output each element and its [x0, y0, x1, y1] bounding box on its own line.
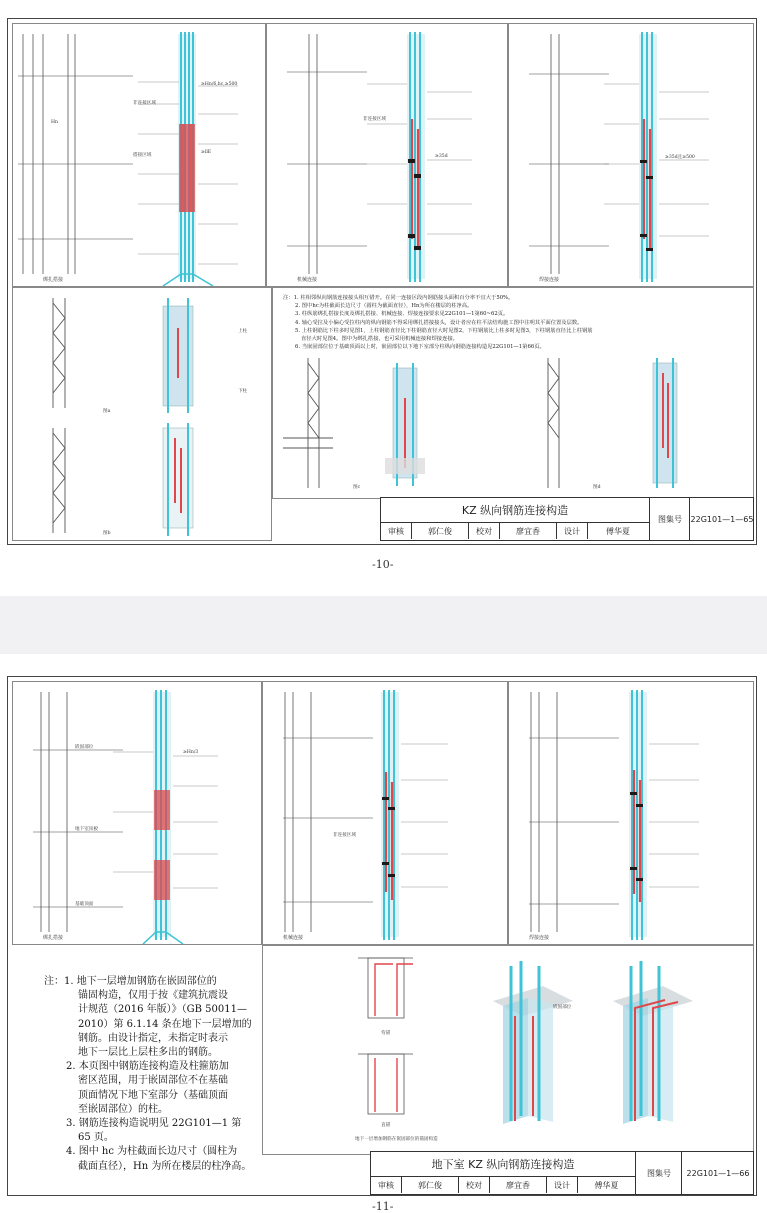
label-lower: 下柱 [238, 389, 248, 394]
drawing-title: 地下室 KZ 纵向钢筋连接构造 [371, 1152, 635, 1177]
panel-caption: 机械连接 [297, 277, 318, 283]
signoff-checker: 廖宜香 [490, 1177, 547, 1193]
signoff-reviewer: 郭仁俊 [412, 523, 469, 539]
note-line: 65 页。 [78, 1132, 114, 1144]
label-upper: 上柱 [238, 329, 248, 334]
note-line: 注：1. 地下一层增加钢筋在嵌固部位的 [44, 976, 217, 987]
signoff-reviewer: 郭仁俊 [402, 1177, 459, 1193]
signoff-design-label: 设计 [547, 1177, 578, 1193]
mechanical-diagram [267, 24, 507, 286]
atlas-code: 22G101—1—65 [689, 498, 754, 540]
drawing-frame [7, 18, 757, 545]
label-basement-top: 地下室顶板 [75, 827, 98, 832]
fig-ab-diagram [13, 288, 271, 540]
panel-caption: 焊接连接 [539, 277, 560, 283]
fig-label: 图d [593, 485, 601, 490]
note-line: 钢筋。由设计指定，未指定时表示 [78, 1032, 228, 1044]
label-foundation-top: 基础顶面 [75, 902, 94, 907]
drawing-frame [7, 676, 757, 1196]
atlas-label: 图集号 [649, 498, 690, 540]
signoff-check-label: 校对 [469, 523, 500, 539]
note-line: 地下一层比上层柱多出的钢筋。 [78, 1047, 218, 1059]
panel-welded [508, 681, 754, 945]
note-line: 4. 轴心受拉及小偏心受拉柱内的纵向钢筋不得采用绑扎搭接接头，设计者应在柱平法结构施工图中注明其平面位置及层数。 [295, 319, 583, 326]
panel-caption: 焊接连接 [529, 935, 550, 941]
label-non-connect: 非连接区域 [363, 117, 386, 122]
welded-diagram [509, 682, 753, 944]
atlas-code: 22G101—1—66 [681, 1152, 754, 1194]
page-number: -10- [372, 558, 394, 571]
label-lap-length: ≥llE [201, 150, 212, 155]
panel-fig-ab [12, 287, 272, 541]
note-line: 锚固构造，仅用于按《建筑抗震设 [78, 990, 228, 1002]
label-mech-stagger: ≥35d [435, 154, 448, 159]
label-joint: ≥Hn/6,hc,≥500 [201, 82, 238, 87]
label-lap-zone: 搭接区域 [133, 153, 152, 158]
note-line: 6. 当嵌固部位位于基础顶面以上时，嵌固部位以下地下室部分柱纵向钢筋连接构造见22G101—1第66页。 [295, 344, 545, 351]
panel-caption: 机械连接 [283, 935, 304, 941]
atlas-page-11 [7, 676, 759, 1196]
note-line: 5. 上柱钢筋比下柱多时见图1，上柱钢筋直径比下柱钢筋直径大时见图2，下柱钢筋比上柱多时见图3，下柱钢筋直径比上柱钢筋 [295, 327, 593, 334]
fig-label: 图b [103, 531, 111, 536]
notes-block [44, 975, 252, 1174]
page-number: -11- [372, 1200, 394, 1213]
fig-cd-diagram [273, 288, 753, 498]
label-hn3: ≥Hn/3 [183, 750, 199, 755]
note-line: 3. 钢筋连接构造说明见 22G101—1 第 [66, 1118, 242, 1130]
label-embed: 嵌固部位 [553, 1005, 572, 1010]
panel-caption: 绑扎搭接 [43, 277, 64, 283]
note-line: 顶面情况下地下室部分（基础顶面 [78, 1089, 228, 1101]
signoff-check-label: 校对 [459, 1177, 490, 1193]
note-line: 3. 柱纵筋绑扎搭接长度及绑扎搭接、机械连接、焊接连接要求见22G101—1第60~62页。 [295, 311, 509, 318]
label-straight-anchor: 直锚 [381, 1123, 391, 1128]
note-line: 2. 图中hc为柱截面长边尺寸（圆柱为截面直径），Hn为所在楼层的柱净高。 [295, 303, 473, 310]
panel-mechanical [262, 681, 508, 945]
panel-mechanical [266, 23, 508, 287]
signoff-designer: 傅华夏 [606, 526, 630, 536]
title-block [380, 497, 754, 541]
label-non-connect: 非连接区域 [333, 833, 356, 838]
fig-label: 图c [353, 485, 361, 490]
note-line: 注：1. 柱相邻纵向钢筋连接接头相互错开。在同一连接区段内钢筋接头面积百分率不宜大于50%。 [283, 295, 514, 301]
page-gap [0, 596, 767, 654]
note-line: 4. 图中 hc 为柱截面长边尺寸（圆柱为 [66, 1146, 238, 1158]
panel-welded [508, 23, 754, 287]
anchorage-diagram [263, 946, 753, 1154]
title-block [370, 1151, 754, 1195]
panel-lap-splice [12, 681, 262, 945]
welded-diagram [509, 24, 753, 286]
signoff-designer: 傅华夏 [594, 1180, 619, 1190]
note-line: 截面直径），Hn 为所在楼层的柱净高。 [78, 1160, 252, 1172]
atlas-label: 图集号 [635, 1152, 682, 1194]
signoff-review-label: 审核 [371, 1177, 402, 1193]
label-embed: 嵌固部位 [75, 745, 94, 750]
lap-splice-diagram [13, 682, 261, 944]
panel-lap-splice [12, 23, 266, 287]
label-weld-stagger: ≥35d且≥500 [665, 155, 695, 160]
panel-notes-cd [272, 287, 754, 499]
label-hn: Hn [51, 120, 58, 125]
fig-label: 图a [103, 409, 111, 414]
note-line: 2010）第 6.1.14 条在地下一层增加的 [78, 1018, 252, 1030]
label-non-connect: 非连接区域 [133, 101, 156, 106]
note-line: 至嵌固部位）的柱。 [78, 1103, 168, 1115]
panel-anchorage [262, 945, 754, 1155]
signoff-design-label: 设计 [557, 523, 588, 539]
signoff-checker: 廖宜香 [500, 523, 557, 539]
label-bent-anchor: 弯锚 [381, 1031, 391, 1036]
mechanical-diagram [263, 682, 507, 944]
drawing-title: KZ 纵向钢筋连接构造 [381, 498, 649, 523]
signoff-review-label: 审核 [381, 523, 412, 539]
atlas-page-10 [7, 18, 759, 548]
label-anchor-caption: 地下一层增加钢筋在嵌固部位的锚固构造 [355, 1137, 438, 1142]
note-line: 密区范围，用于嵌固部位不在基础 [78, 1075, 228, 1087]
panel-caption: 绑扎搭接 [43, 935, 64, 941]
note-line: 2. 本页图中钢筋连接构造及柱箍筋加 [66, 1061, 229, 1073]
note-line: 计规范（2016 年版）》（GB 50011— [78, 1004, 247, 1016]
note-line: 直径大时见图4。图中为绑扎搭接，也可采用机械连接和焊接连接。 [301, 336, 458, 343]
